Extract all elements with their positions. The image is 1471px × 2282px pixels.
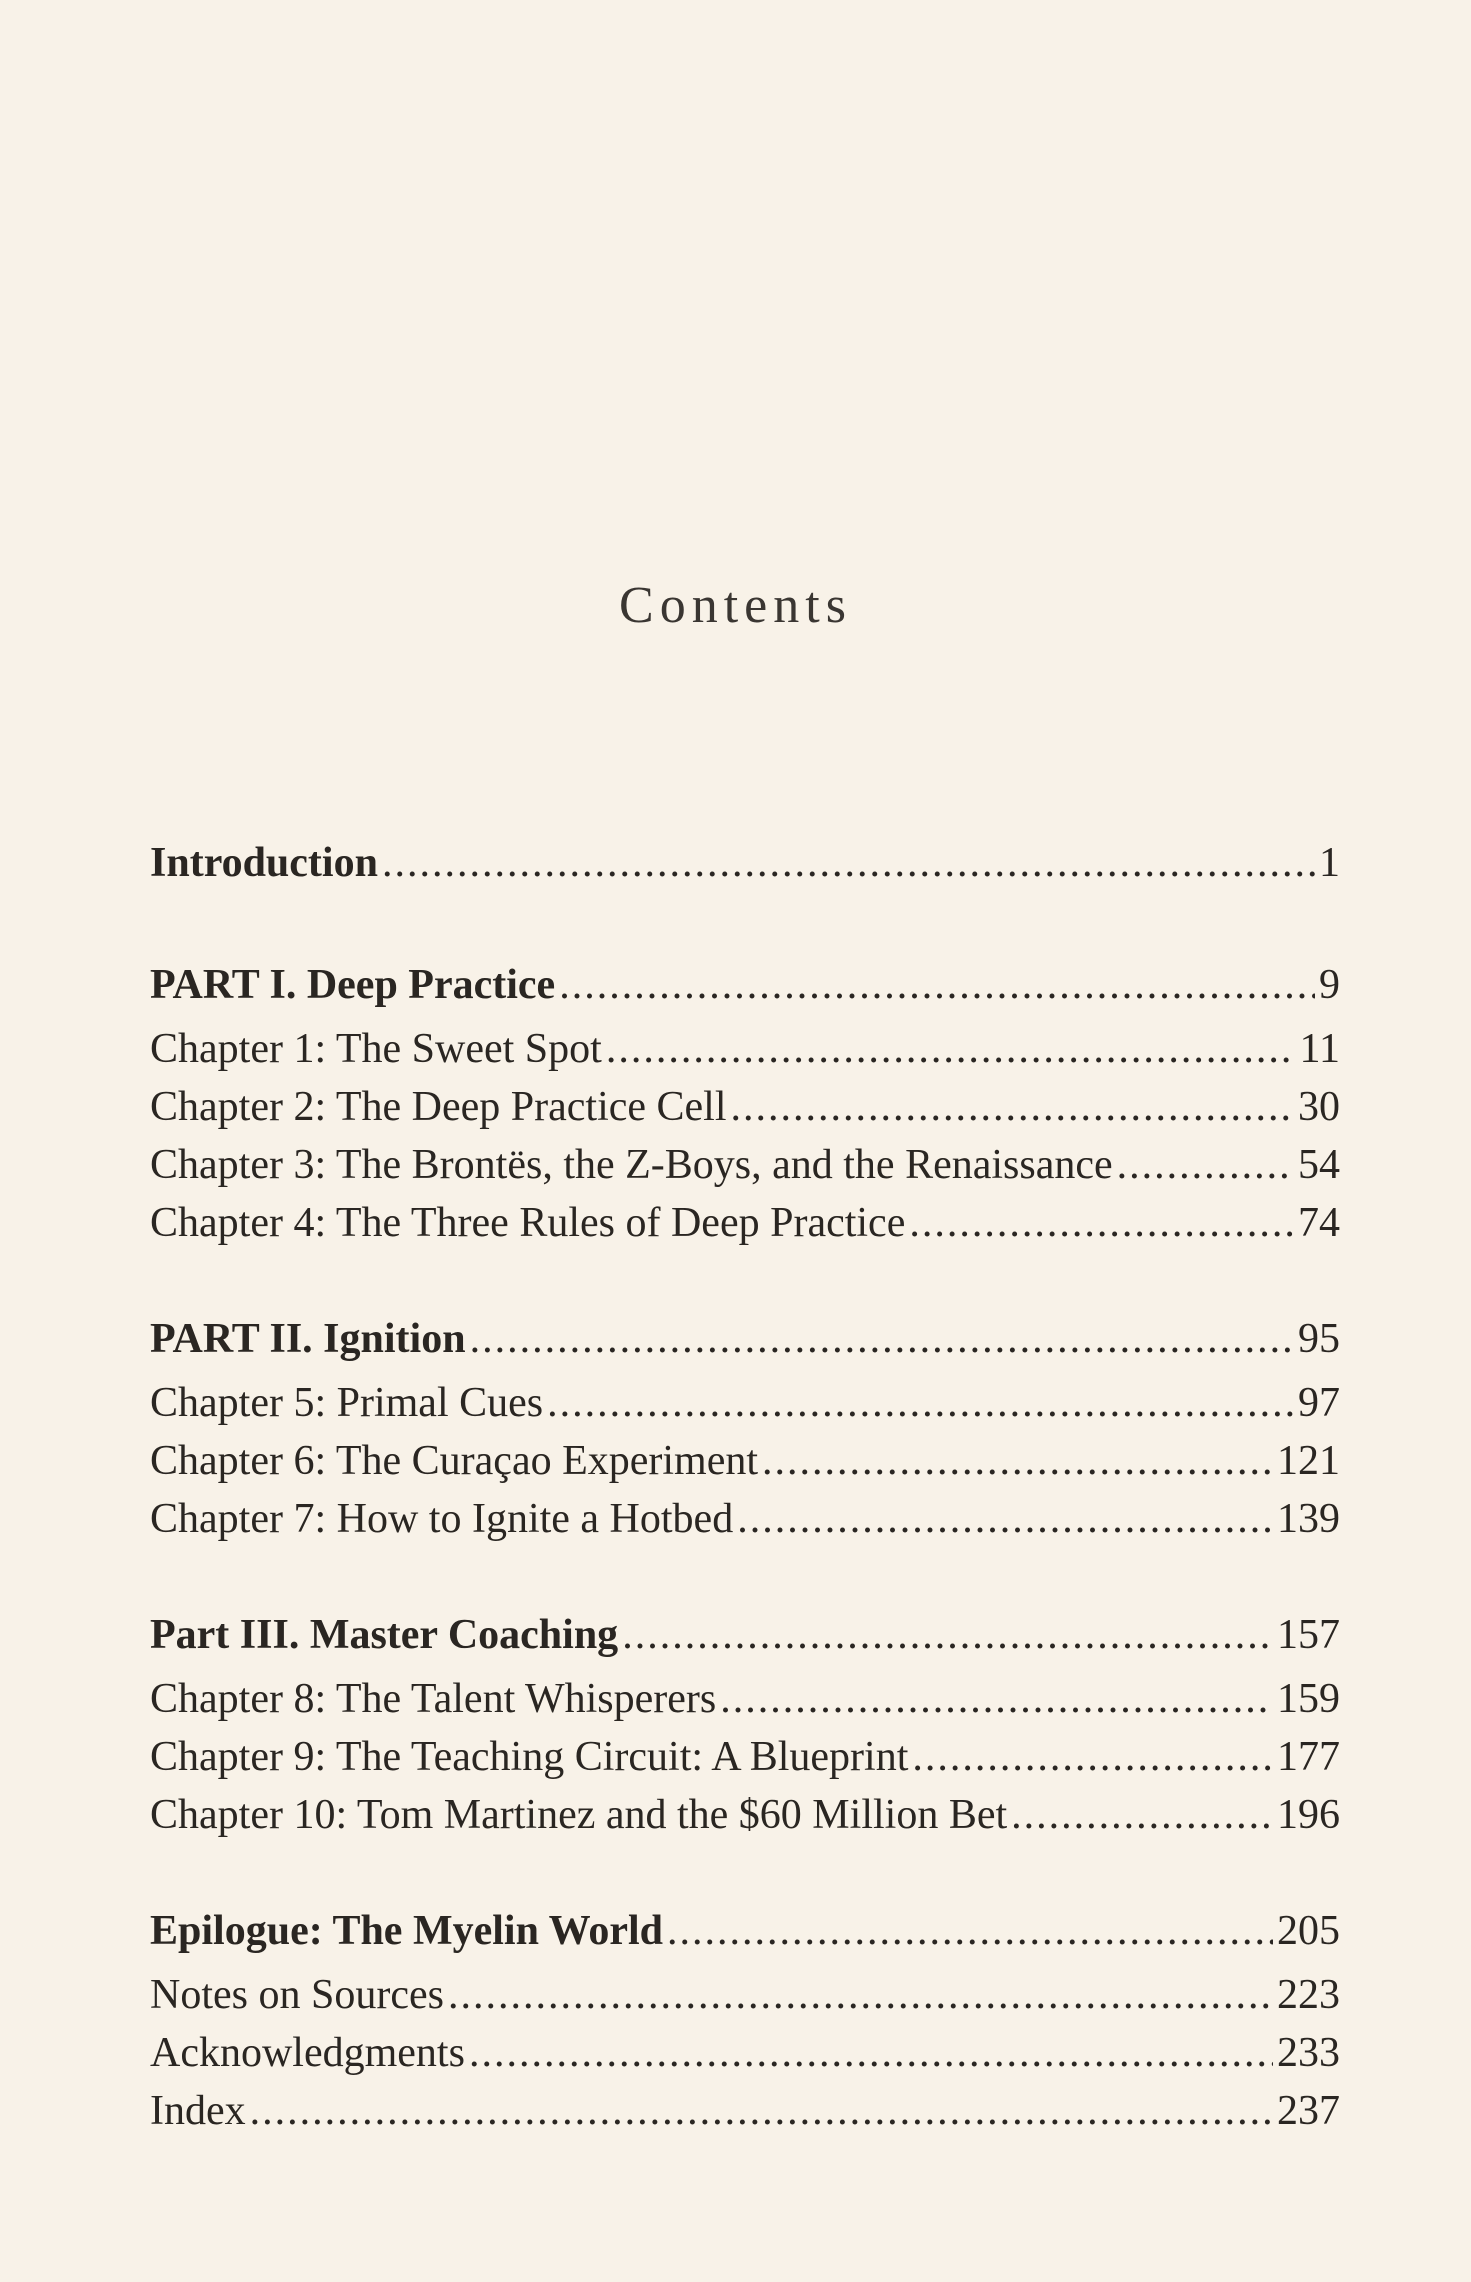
toc-page-number: 95 <box>1298 1316 1340 1362</box>
toc-heading-label: PART II. Ignition <box>150 1316 466 1362</box>
dot-leader <box>737 1490 1273 1548</box>
toc-entry-label: Chapter 5: Primal Cues <box>150 1380 544 1426</box>
page-title: Contents <box>619 577 852 634</box>
toc-page-number: 54 <box>1298 1142 1340 1188</box>
toc-page-number: 223 <box>1277 1972 1340 2018</box>
toc-entry-label: Chapter 6: The Curaçao Experiment <box>150 1438 759 1484</box>
toc-page-number: 97 <box>1298 1380 1340 1426</box>
dot-leader <box>622 1600 1273 1670</box>
dot-leader <box>720 1670 1273 1728</box>
toc-entry-label: Notes on Sources <box>150 1972 444 2018</box>
dot-leader <box>606 1020 1296 1078</box>
toc-entry <box>150 1966 1340 2024</box>
toc-page-number: 177 <box>1277 1734 1340 1780</box>
toc-page-number: 74 <box>1298 1200 1340 1246</box>
toc-entry-label: Chapter 2: The Deep Practice Cell <box>150 1084 727 1130</box>
toc-entry <box>150 1374 1340 1432</box>
toc-entry-label: Index <box>150 2088 246 2134</box>
dot-leader <box>912 1728 1273 1786</box>
toc-entry-label: Acknowledgments <box>150 2030 465 2076</box>
dot-leader <box>547 1374 1294 1432</box>
dot-leader <box>731 1078 1294 1136</box>
dot-leader <box>1011 1786 1273 1844</box>
toc-page-number: 11 <box>1299 1026 1340 1072</box>
toc-section-introduction <box>150 828 1340 898</box>
toc-page-number: 233 <box>1277 2030 1340 2076</box>
toc-heading <box>150 1896 1340 1966</box>
dot-leader <box>762 1432 1273 1490</box>
toc-page-number: 196 <box>1277 1792 1340 1838</box>
toc-page-number: 159 <box>1277 1676 1340 1722</box>
toc-heading-label: Introduction <box>150 840 378 886</box>
toc-section-part-2 <box>150 1304 1340 1548</box>
toc-page-number: 30 <box>1298 1084 1340 1130</box>
toc-entry <box>150 1020 1340 1078</box>
toc-entry-label: Chapter 7: How to Ignite a Hotbed <box>150 1496 734 1542</box>
toc-entry <box>150 2024 1340 2082</box>
toc-section-epilogue <box>150 1896 1340 2140</box>
toc-entry-label: Chapter 4: The Three Rules of Deep Practice <box>150 1200 906 1246</box>
toc-entry-label: Chapter 3: The Brontës, the Z-Boys, and the Renaissance <box>150 1142 1113 1188</box>
toc-entry-label: Chapter 1: The Sweet Spot <box>150 1026 602 1072</box>
toc-section-part-3 <box>150 1600 1340 1844</box>
toc-heading-label: Epilogue: The Myelin World <box>150 1908 664 1954</box>
table-of-contents <box>150 828 1340 2140</box>
toc-entry-label: Chapter 9: The Teaching Circuit: A Blueprint <box>150 1734 909 1780</box>
toc-heading <box>150 828 1340 898</box>
dot-leader <box>470 1304 1294 1374</box>
toc-heading-label: PART I. Deep Practice <box>150 962 556 1008</box>
toc-entry-label: Chapter 8: The Talent Whisperers <box>150 1676 717 1722</box>
toc-heading <box>150 1600 1340 1670</box>
toc-section-part-1 <box>150 950 1340 1252</box>
toc-entry <box>150 1490 1340 1548</box>
toc-page-number: 157 <box>1277 1612 1340 1658</box>
toc-page-number: 121 <box>1277 1438 1340 1484</box>
dot-leader <box>559 950 1315 1020</box>
toc-entry <box>150 1078 1340 1136</box>
toc-page-number: 237 <box>1277 2088 1340 2134</box>
toc-heading <box>150 1304 1340 1374</box>
toc-page-number: 9 <box>1319 962 1340 1008</box>
toc-page-number: 139 <box>1277 1496 1340 1542</box>
toc-page-number: 1 <box>1319 840 1340 886</box>
toc-heading <box>150 950 1340 1020</box>
dot-leader <box>667 1896 1273 1966</box>
dot-leader <box>250 2082 1273 2140</box>
toc-entry <box>150 1194 1340 1252</box>
toc-entry <box>150 1136 1340 1194</box>
toc-entry <box>150 1786 1340 1844</box>
toc-entry-label: Chapter 10: Tom Martinez and the $60 Million Bet <box>150 1792 1008 1838</box>
dot-leader <box>382 828 1315 898</box>
dot-leader <box>469 2024 1273 2082</box>
toc-heading-label: Part III. Master Coaching <box>150 1612 619 1658</box>
dot-leader <box>909 1194 1294 1252</box>
dot-leader <box>1117 1136 1294 1194</box>
toc-page-number: 205 <box>1277 1908 1340 1954</box>
toc-entry <box>150 1432 1340 1490</box>
toc-entry <box>150 1670 1340 1728</box>
toc-entry <box>150 1728 1340 1786</box>
dot-leader <box>448 1966 1273 2024</box>
toc-entry <box>150 2082 1340 2140</box>
